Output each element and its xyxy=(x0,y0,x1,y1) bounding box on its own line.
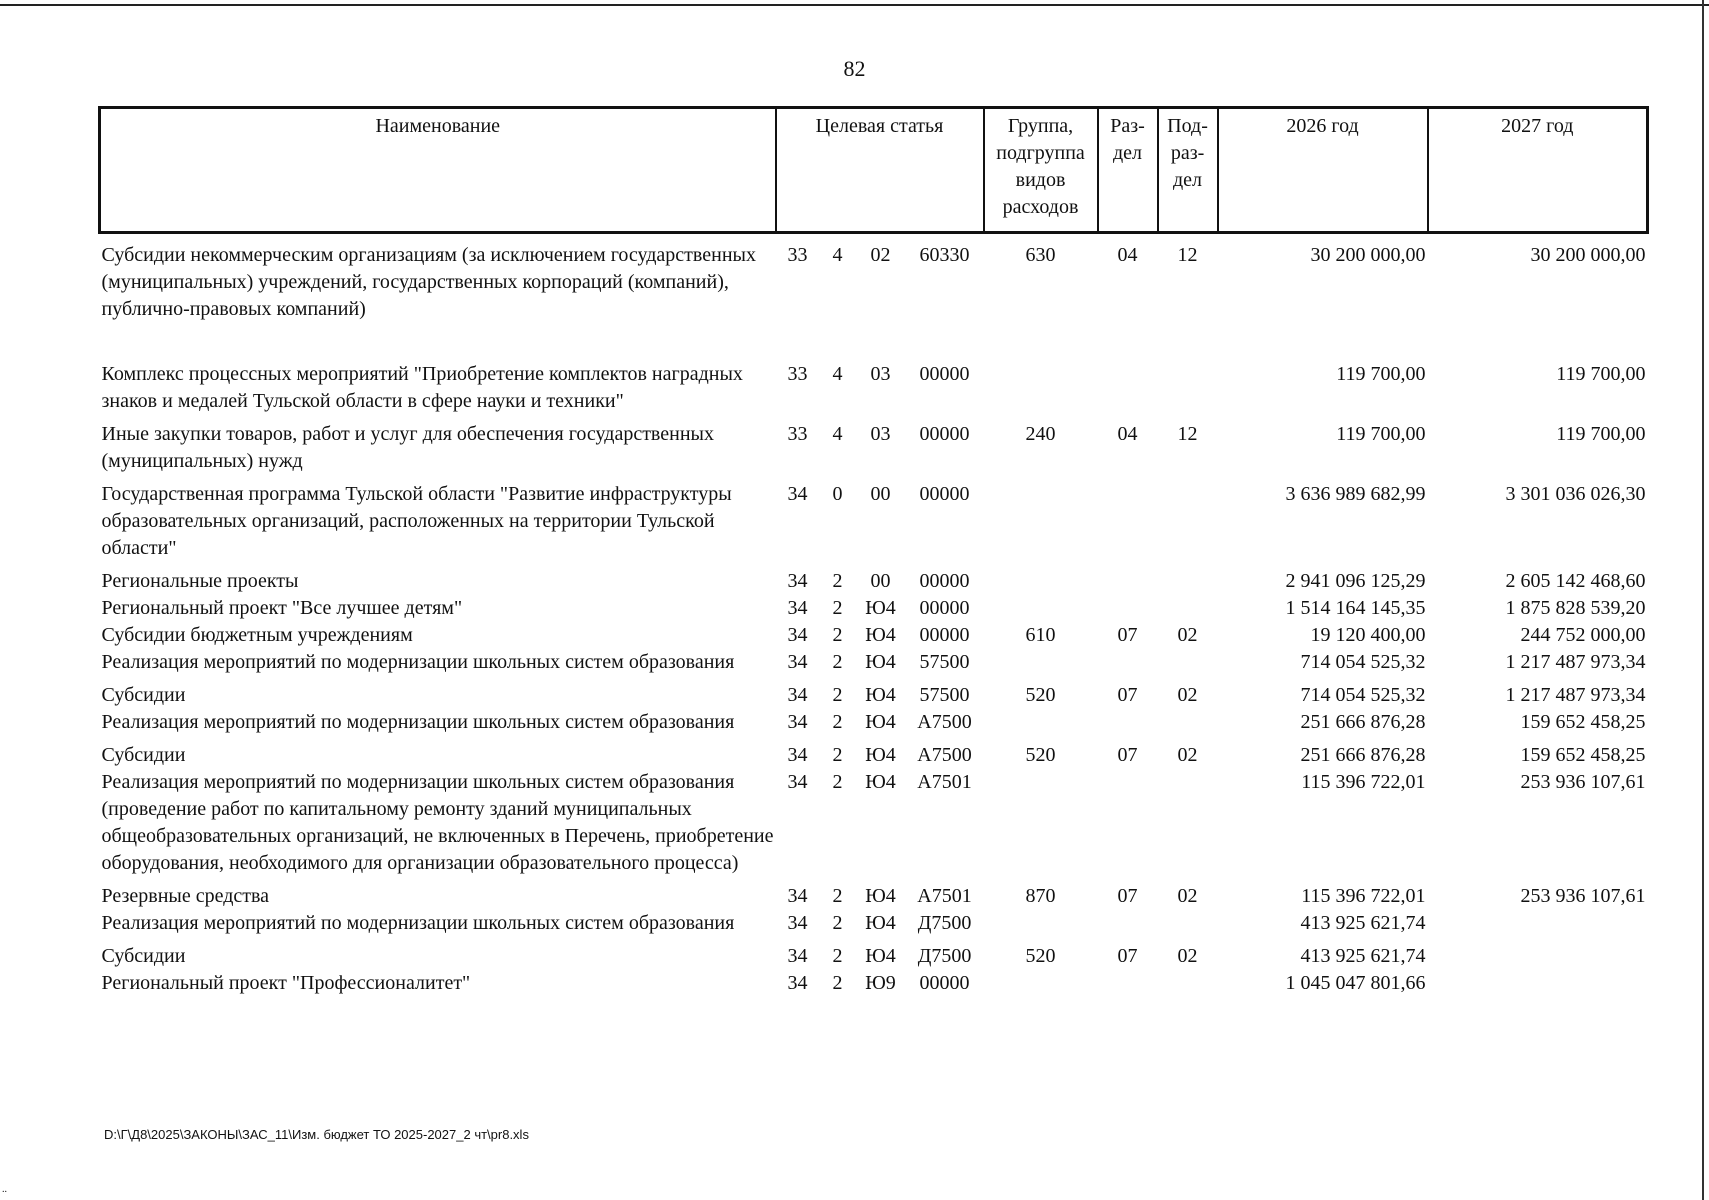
subsection-code xyxy=(1158,568,1218,595)
subsection-code: 02 xyxy=(1177,885,1198,907)
target-code-direction: 00000 xyxy=(919,972,970,994)
amount-2026: 714 054 525,32 xyxy=(1300,684,1426,706)
target-code-program: 34 xyxy=(787,945,808,967)
amount-2026: 1 514 164 145,35 xyxy=(1285,597,1426,619)
target-code-type: 2 xyxy=(832,684,843,706)
section-code xyxy=(1098,910,1158,943)
target-code-structure: Ю4 xyxy=(865,684,896,706)
target-code-type: 2 xyxy=(832,912,843,934)
table-row xyxy=(100,361,1648,421)
target-code-structure: Ю9 xyxy=(865,972,896,994)
amount-2026: 714 054 525,32 xyxy=(1300,651,1426,673)
table-row xyxy=(100,622,1648,649)
top-rule xyxy=(0,4,1709,6)
section-code: 07 xyxy=(1117,945,1138,967)
table-row xyxy=(100,649,1648,682)
expense-group xyxy=(984,769,1098,883)
expense-group xyxy=(984,568,1098,595)
row-name: Реализация мероприятий по модернизации школьных систем образования xyxy=(101,711,735,733)
amount-2027 xyxy=(1428,910,1648,943)
table-row xyxy=(100,943,1648,970)
target-code-direction: 60330 xyxy=(919,244,970,266)
amount-2027: 253 936 107,61 xyxy=(1520,771,1646,793)
table-row xyxy=(100,233,1648,362)
section-code: 07 xyxy=(1117,744,1138,766)
amount-2026: 1 045 047 801,66 xyxy=(1285,972,1426,994)
subsection-code: 12 xyxy=(1177,244,1198,266)
row-name: Региональные проекты xyxy=(101,570,299,592)
expense-group xyxy=(984,910,1098,943)
header-2027: 2027 год xyxy=(1428,108,1648,233)
corner-mark: .. xyxy=(2,1184,7,1195)
target-code-direction: 00000 xyxy=(919,624,970,646)
target-code-program: 34 xyxy=(787,912,808,934)
subsection-code xyxy=(1158,709,1218,742)
row-name: Субсидии xyxy=(101,945,186,967)
section-code xyxy=(1098,361,1158,421)
amount-2026: 119 700,00 xyxy=(1336,363,1426,385)
amount-2026: 2 941 096 125,29 xyxy=(1285,570,1426,592)
subsection-code: 02 xyxy=(1177,945,1198,967)
expense-group xyxy=(984,970,1098,997)
budget-table xyxy=(98,106,1649,997)
target-code-structure: Ю4 xyxy=(865,945,896,967)
target-code-type: 2 xyxy=(832,570,843,592)
table-row xyxy=(100,910,1648,943)
header-target-article: Целевая статья xyxy=(776,108,984,233)
subsection-code: 02 xyxy=(1177,744,1198,766)
amount-2027: 119 700,00 xyxy=(1556,423,1646,445)
amount-2026: 251 666 876,28 xyxy=(1300,711,1426,733)
expense-group: 520 xyxy=(1025,945,1056,967)
section-code: 07 xyxy=(1117,885,1138,907)
expense-group: 240 xyxy=(1025,423,1056,445)
target-code-type: 4 xyxy=(832,423,843,445)
target-code-type: 4 xyxy=(832,244,843,266)
expense-group xyxy=(984,481,1098,568)
row-name: Реализация мероприятий по модернизации школьных систем образования xyxy=(101,912,735,934)
amount-2027: 253 936 107,61 xyxy=(1520,885,1646,907)
header-name: Наименование xyxy=(100,108,776,233)
amount-2027: 2 605 142 468,60 xyxy=(1505,570,1646,592)
section-code: 07 xyxy=(1117,684,1138,706)
target-code-direction: 57500 xyxy=(919,651,970,673)
amount-2026: 3 636 989 682,99 xyxy=(1285,483,1426,505)
amount-2027: 3 301 036 026,30 xyxy=(1505,483,1646,505)
target-code-type: 2 xyxy=(832,651,843,673)
target-code-type: 2 xyxy=(832,945,843,967)
target-code-program: 34 xyxy=(787,771,808,793)
target-code-structure: 03 xyxy=(870,363,891,385)
target-code-structure: Ю4 xyxy=(865,711,896,733)
target-code-direction: 00000 xyxy=(919,363,970,385)
amount-2026: 30 200 000,00 xyxy=(1310,244,1426,266)
target-code-direction: 00000 xyxy=(919,597,970,619)
target-code-program: 33 xyxy=(787,423,808,445)
target-code-type: 0 xyxy=(832,483,843,505)
page-number: 82 xyxy=(843,56,866,81)
row-name: Комплекс процессных мероприятий "Приобретение комплектов наградных знаков и медалей Тульской области в сфере науки и техники" xyxy=(101,363,743,412)
target-code-direction: А7501 xyxy=(917,771,972,793)
amount-2027: 1 217 487 973,34 xyxy=(1505,684,1646,706)
table-row xyxy=(100,595,1648,622)
target-code-structure: Ю4 xyxy=(865,885,896,907)
table-row xyxy=(100,568,1648,595)
header-2026: 2026 год xyxy=(1218,108,1428,233)
amount-2027: 119 700,00 xyxy=(1556,363,1646,385)
row-name: Региональный проект "Все лучшее детям" xyxy=(101,597,463,619)
target-code-structure: 02 xyxy=(870,244,891,266)
amount-2026: 119 700,00 xyxy=(1336,423,1426,445)
subsection-code: 12 xyxy=(1177,423,1198,445)
target-code-type: 2 xyxy=(832,744,843,766)
subsection-code xyxy=(1158,361,1218,421)
target-code-structure: Ю4 xyxy=(865,651,896,673)
target-code-program: 34 xyxy=(787,744,808,766)
target-code-direction: А7501 xyxy=(917,885,972,907)
target-code-type: 4 xyxy=(832,363,843,385)
expense-group: 520 xyxy=(1025,744,1056,766)
section-code xyxy=(1098,649,1158,682)
row-name: Реализация мероприятий по модернизации школьных систем образования xyxy=(101,651,735,673)
target-code-type: 2 xyxy=(832,771,843,793)
amount-2026: 251 666 876,28 xyxy=(1300,744,1426,766)
row-name: Субсидии xyxy=(101,684,186,706)
table-row xyxy=(100,769,1648,883)
section-code xyxy=(1098,595,1158,622)
header-subsection: Под- раз- дел xyxy=(1158,108,1218,233)
file-path-footer: D:\Г\Д8\2025\ЗАКОНЫ\ЗАС_11\Изм. бюджет ТО 2025-2027_2 чт\pr8.xls xyxy=(104,1127,529,1142)
target-code-structure: 00 xyxy=(870,570,891,592)
amount-2026: 19 120 400,00 xyxy=(1310,624,1426,646)
target-code-program: 33 xyxy=(787,363,808,385)
section-code: 04 xyxy=(1117,423,1138,445)
header-section: Раз- дел xyxy=(1098,108,1158,233)
target-code-direction: 00000 xyxy=(919,570,970,592)
table-row xyxy=(100,742,1648,769)
target-code-program: 34 xyxy=(787,597,808,619)
table-row xyxy=(100,883,1648,910)
expense-group xyxy=(984,709,1098,742)
amount-2026: 413 925 621,74 xyxy=(1300,945,1426,967)
right-edge-rule xyxy=(1702,0,1704,1200)
amount-2026: 413 925 621,74 xyxy=(1300,912,1426,934)
target-code-structure: 00 xyxy=(870,483,891,505)
amount-2027: 244 752 000,00 xyxy=(1520,624,1646,646)
target-code-structure: Ю4 xyxy=(865,597,896,619)
amount-2027: 1 217 487 973,34 xyxy=(1505,651,1646,673)
section-code xyxy=(1098,709,1158,742)
target-code-direction: 00000 xyxy=(919,483,970,505)
target-code-structure: Ю4 xyxy=(865,744,896,766)
target-code-direction: А7500 xyxy=(917,711,972,733)
section-code xyxy=(1098,769,1158,883)
expense-group xyxy=(984,595,1098,622)
subsection-code: 02 xyxy=(1177,624,1198,646)
target-code-direction: А7500 xyxy=(917,744,972,766)
expense-group: 520 xyxy=(1025,684,1056,706)
amount-2027: 159 652 458,25 xyxy=(1520,711,1646,733)
amount-2027 xyxy=(1428,970,1648,997)
expense-group xyxy=(984,649,1098,682)
subsection-code xyxy=(1158,910,1218,943)
expense-group: 630 xyxy=(1025,244,1056,266)
section-code xyxy=(1098,568,1158,595)
expense-group: 610 xyxy=(1025,624,1056,646)
subsection-code: 02 xyxy=(1177,684,1198,706)
target-code-program: 34 xyxy=(787,711,808,733)
row-name: Реализация мероприятий по модернизации школьных систем образования (проведение работ по капитальному ремонту зданий муниципальных общеобразовательных организаций, не включенных в Перечень, приобретение оборудования, необходимого для организации образовательного процесса) xyxy=(101,771,774,874)
table-row xyxy=(100,682,1648,709)
target-code-program: 34 xyxy=(787,483,808,505)
target-code-structure: Ю4 xyxy=(865,771,896,793)
expense-group xyxy=(984,361,1098,421)
table-row xyxy=(100,421,1648,481)
amount-2026: 115 396 722,01 xyxy=(1301,885,1426,907)
row-name: Резервные средства xyxy=(101,885,270,907)
target-code-program: 34 xyxy=(787,570,808,592)
header-expense-group: Группа, подгруппа видов расходов xyxy=(984,108,1098,233)
table-header-row xyxy=(100,108,1648,233)
table-row xyxy=(100,709,1648,742)
target-code-structure: Ю4 xyxy=(865,912,896,934)
target-code-program: 34 xyxy=(787,651,808,673)
section-code: 04 xyxy=(1117,244,1138,266)
target-code-type: 2 xyxy=(832,597,843,619)
expense-group: 870 xyxy=(1025,885,1056,907)
row-name: Иные закупки товаров, работ и услуг для обеспечения государственных (муниципальных) нужд xyxy=(101,423,714,472)
subsection-code xyxy=(1158,595,1218,622)
section-code xyxy=(1098,481,1158,568)
amount-2026: 115 396 722,01 xyxy=(1301,771,1426,793)
target-code-direction: 57500 xyxy=(919,684,970,706)
target-code-type: 2 xyxy=(832,972,843,994)
target-code-structure: Ю4 xyxy=(865,624,896,646)
amount-2027: 1 875 828 539,20 xyxy=(1505,597,1646,619)
target-code-program: 34 xyxy=(787,885,808,907)
row-name: Субсидии бюджетным учреждениям xyxy=(101,624,413,646)
table-row xyxy=(100,481,1648,568)
amount-2027 xyxy=(1428,943,1648,970)
target-code-direction: Д7500 xyxy=(917,912,972,934)
amount-2027: 30 200 000,00 xyxy=(1530,244,1646,266)
subsection-code xyxy=(1158,769,1218,883)
target-code-program: 34 xyxy=(787,624,808,646)
target-code-structure: 03 xyxy=(870,423,891,445)
section-code xyxy=(1098,970,1158,997)
target-code-program: 34 xyxy=(787,972,808,994)
target-code-direction: 00000 xyxy=(919,423,970,445)
target-code-type: 2 xyxy=(832,711,843,733)
target-code-type: 2 xyxy=(832,885,843,907)
section-code: 07 xyxy=(1117,624,1138,646)
row-name: Субсидии некоммерческим организациям (за исключением государственных (муниципальных) учреждений, государственных корпораций (компаний), публично-правовых компаний) xyxy=(101,244,756,320)
row-name: Субсидии xyxy=(101,744,186,766)
row-name: Региональный проект "Профессионалитет" xyxy=(101,972,471,994)
row-name: Государственная программа Тульской области "Развитие инфраструктуры образовательных организаций, расположенных на территории Тульской области" xyxy=(101,483,732,559)
table-row xyxy=(100,970,1648,997)
target-code-program: 34 xyxy=(787,684,808,706)
amount-2027: 159 652 458,25 xyxy=(1520,744,1646,766)
subsection-code xyxy=(1158,649,1218,682)
target-code-program: 33 xyxy=(787,244,808,266)
subsection-code xyxy=(1158,970,1218,997)
target-code-direction: Д7500 xyxy=(917,945,972,967)
subsection-code xyxy=(1158,481,1218,568)
target-code-type: 2 xyxy=(832,624,843,646)
